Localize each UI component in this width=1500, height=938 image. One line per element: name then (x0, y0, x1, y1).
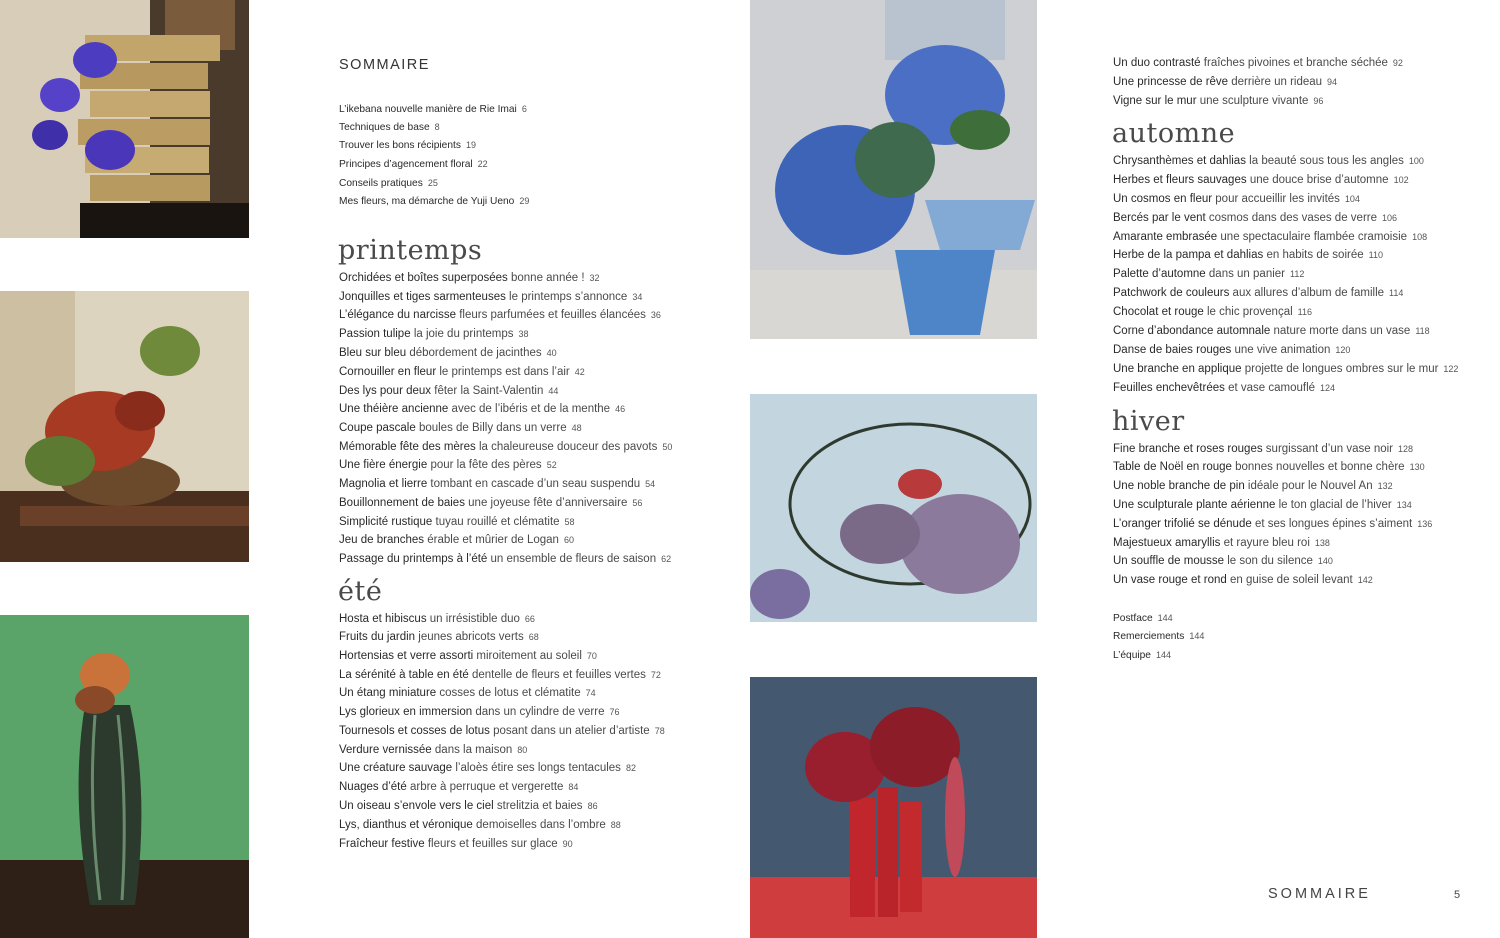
list-item[interactable]: Trouver les bons récipients 19 (339, 140, 476, 151)
list-item[interactable]: Lys glorieux en immersion dans un cylindre de verre 76 (339, 706, 620, 718)
page-title: SOMMAIRE (339, 57, 430, 73)
list-item[interactable]: Corne d’abondance automnale nature morte dans un vase 118 (1113, 325, 1430, 337)
list-item[interactable]: Une théière ancienne avec de l’ibéris et de la menthe 46 (339, 403, 626, 415)
list-item[interactable]: L’ikebana nouvelle manière de Rie Imai 6 (339, 104, 527, 115)
list-item[interactable]: Table de Noël en rouge bonnes nouvelles et bonne chère 130 (1113, 461, 1425, 473)
list-item[interactable]: Postface 144 (1113, 613, 1173, 624)
list-item[interactable]: Feuilles enchevêtrées et vase camouflé 124 (1113, 382, 1336, 394)
section-title-ete: été (338, 576, 383, 607)
list-item[interactable]: Remerciements 144 (1113, 631, 1205, 642)
list-item[interactable]: Simplicité rustique tuyau rouillé et clématite 58 (339, 516, 575, 528)
list-item[interactable]: Nuages d’été arbre à perruque et vergerette 84 (339, 781, 579, 793)
list-item[interactable]: Une noble branche de pin idéale pour le Nouvel An 132 (1113, 480, 1393, 492)
list-item[interactable]: Fraîcheur festive fleurs et feuilles sur glace 90 (339, 838, 573, 850)
list-item[interactable]: Bouillonnement de baies une joyeuse fête d’anniversaire 56 (339, 497, 643, 509)
list-item[interactable]: Fine branche et roses rouges surgissant d’un vase noir 128 (1113, 443, 1414, 455)
list-item[interactable]: Bleu sur bleu débordement de jacinthes 40 (339, 347, 557, 359)
list-item[interactable]: Hosta et hibiscus un irrésistible duo 66 (339, 613, 535, 625)
list-item[interactable]: Jeu de branches érable et mûrier de Logan 60 (339, 534, 574, 546)
list-item[interactable]: Un oiseau s’envole vers le ciel strelitzia et baies 86 (339, 800, 598, 812)
list-item[interactable]: Patchwork de couleurs aux allures d’album de famille 114 (1113, 287, 1404, 299)
list-item[interactable]: Amarante embrasée une spectaculaire flambée cramoisie 108 (1113, 231, 1428, 243)
list-item[interactable]: Magnolia et lierre tombant en cascade d’un seau suspendu 54 (339, 478, 656, 490)
list-item[interactable]: Cornouiller en fleur le printemps est dans l’air 42 (339, 366, 585, 378)
list-item[interactable]: Un souffle de mousse le son du silence 140 (1113, 555, 1333, 567)
list-item[interactable]: L’oranger trifolié se dénude et ses longues épines s’aiment 136 (1113, 518, 1433, 530)
section-title-printemps: printemps (338, 235, 483, 266)
list-item[interactable]: Un vase rouge et rond en guise de soleil levant 142 (1113, 574, 1373, 586)
list-item[interactable]: Hortensias et verre assorti miroitement au soleil 70 (339, 650, 597, 662)
photo-basket-berries (0, 291, 249, 562)
photo-orchids-boxes (0, 0, 249, 238)
list-item[interactable]: Une sculpturale plante aérienne le ton glacial de l’hiver 134 (1113, 499, 1412, 511)
list-item[interactable]: Un duo contrasté fraîches pivoines et branche séchée 92 (1113, 57, 1403, 69)
list-item[interactable]: Danse de baies rouges une vive animation 120 (1113, 344, 1351, 356)
list-item[interactable]: Palette d’automne dans un panier 112 (1113, 268, 1305, 280)
page-number: 5 (1454, 889, 1461, 901)
list-item[interactable]: Tournesols et cosses de lotus posant dans un atelier d’artiste 78 (339, 725, 665, 737)
list-item[interactable]: Techniques de base 8 (339, 122, 440, 133)
list-item[interactable]: Chrysanthèmes et dahlias la beauté sous tous les angles 100 (1113, 155, 1424, 167)
list-item[interactable]: Jonquilles et tiges sarmenteuses le printemps s’annonce 34 (339, 291, 643, 303)
list-item[interactable]: Une branche en applique projette de longues ombres sur le mur 122 (1113, 363, 1459, 375)
list-item[interactable]: Mémorable fête des mères la chaleureuse douceur des pavots 50 (339, 441, 673, 453)
list-item[interactable]: Une créature sauvage l’aloès étire ses longs tentacules 82 (339, 762, 636, 774)
list-item[interactable]: Coupe pascale boules de Billy dans un verre 48 (339, 422, 582, 434)
list-item[interactable]: Herbes et fleurs sauvages une douce brise d’automne 102 (1113, 174, 1409, 186)
photo-red-vases (750, 677, 1037, 938)
list-item[interactable]: Fruits du jardin jeunes abricots verts 68 (339, 631, 539, 643)
list-item[interactable]: Un étang miniature cosses de lotus et clématite 74 (339, 687, 596, 699)
photo-chrysanthemum-vase (0, 615, 249, 938)
list-item[interactable]: Conseils pratiques 25 (339, 178, 438, 189)
list-item[interactable]: Une fière énergie pour la fête des pères 52 (339, 459, 557, 471)
list-item[interactable]: Verdure vernissée dans la maison 80 (339, 744, 528, 756)
list-item[interactable]: Principes d’agencement floral 22 (339, 159, 488, 170)
section-title-hiver: hiver (1112, 406, 1185, 437)
list-item[interactable]: Lys, dianthus et véronique demoiselles dans l’ombre 88 (339, 819, 621, 831)
list-item[interactable]: Orchidées et boîtes superposées bonne année ! 32 (339, 272, 600, 284)
list-item[interactable]: Chocolat et rouge le chic provençal 116 (1113, 306, 1313, 318)
list-item[interactable]: La sérénité à table en été dentelle de fleurs et feuilles vertes 72 (339, 669, 661, 681)
photo-hydrangea-glass (750, 0, 1037, 339)
section-title-automne: automne (1112, 118, 1236, 149)
list-item[interactable]: Passion tulipe la joie du printemps 38 (339, 328, 529, 340)
list-item[interactable]: Des lys pour deux fêter la Saint-Valentin 44 (339, 385, 559, 397)
list-item[interactable]: Mes fleurs, ma démarche de Yuji Ueno 29 (339, 196, 530, 207)
list-item[interactable]: Herbe de la pampa et dahlias en habits de soirée 110 (1113, 249, 1383, 261)
list-item[interactable]: Une princesse de rêve derrière un rideau 94 (1113, 76, 1338, 88)
list-item[interactable]: Un cosmos en fleur pour accueillir les invités 104 (1113, 193, 1360, 205)
list-item[interactable]: L’équipe 144 (1113, 650, 1171, 661)
list-item[interactable]: Vigne sur le mur une sculpture vivante 96 (1113, 95, 1324, 107)
list-item[interactable]: Majestueux amaryllis et rayure bleu roi 138 (1113, 537, 1330, 549)
running-footer-title: SOMMAIRE (1268, 886, 1371, 902)
list-item[interactable]: Bercés par le vent cosmos dans des vases de verre 106 (1113, 212, 1398, 224)
list-item[interactable]: Passage du printemps à l’été un ensemble de fleurs de saison 62 (339, 553, 672, 565)
photo-hydrangea-wire (750, 394, 1037, 622)
list-item[interactable]: L’élégance du narcisse fleurs parfumées et feuilles élancées 36 (339, 309, 661, 321)
